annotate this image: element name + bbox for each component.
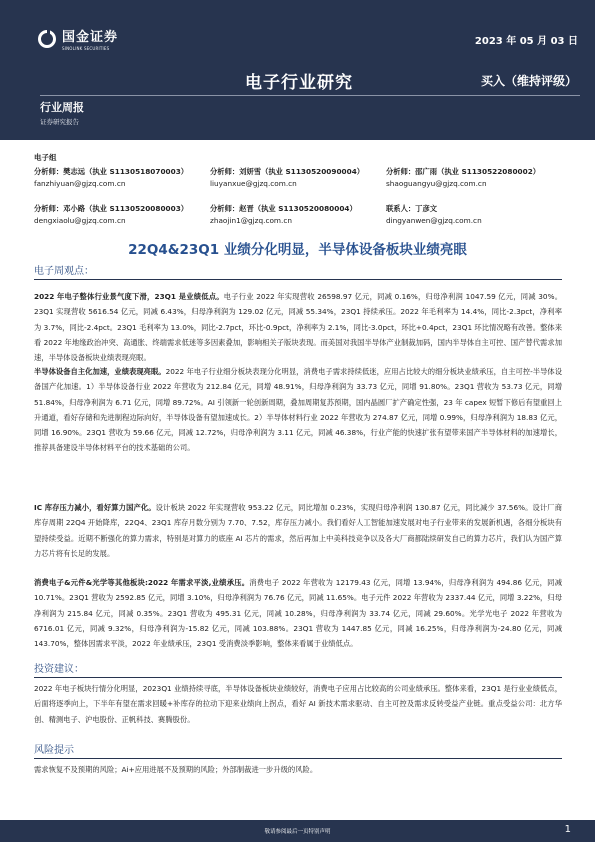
logo-english: SINOLINK SECURITIES [62, 46, 110, 51]
analyst-name: 分析师：邵广雨（执业 S1130522080002） [386, 167, 541, 176]
paragraph-ic-design [34, 500, 562, 561]
group-label: 电子组 [34, 153, 57, 162]
paragraph-body: 2022 年电子行业细分板块表现分化明显，消费电子需求持续低迷，应用占比较大的细分板块业绩承压，自主可控-半导体设备国产化加速。1）半导体设备行业 2022 年营收为 212.84 亿元，同增 48.91%，归母净利润为 33.73 亿元，同增 91.80%。23Q1 营收为 53.73 亿元，同增 51.84%，归母净利润为 6.71 亿元，同增 89.72%。AI 引领新一轮创新周期，叠加周期复苏预期，国内晶圆厂扩产确定性强，23 年 capex 短暂下修后有望重回上升通道，看好存储和先进制程边际向好，半导体设备有望加速成长。2）半导体材料行业 2022 年营收为 274.87 亿元，同增 0.99%，归母净利润为 18.83 亿元，同增 16.90%。23Q1 营收为 59.66 亿元，同减 12.72%，归母净利润为 3.11 亿元，同减 46.38%，行业产能的快速扩张有望带来国产半导体材料的加速增长，推荐具备建设半导体材料平台的技术基础的公司。 [34, 367, 563, 453]
logo-name: 国金证券 [62, 30, 119, 45]
section-divider [34, 279, 562, 280]
section-heading-risk: 风险提示 [34, 745, 74, 756]
analyst-email[interactable]: dengxiaolu@gjzq.com.cn [34, 216, 126, 225]
paragraph-lead: IC 库存压力减小，看好算力国产化。 [34, 503, 156, 512]
company-logo [38, 26, 118, 51]
contact-name: 联系人：丁彦文 [386, 204, 438, 213]
paragraph-lead: 消费电子&元件&光学等其他板块:2022 年需求平淡,业绩承压。 [34, 578, 250, 587]
section-divider [34, 677, 562, 678]
paragraph-body: 消费电子 2022 年营收为 12179.43 亿元，同增 13.94%，归母净利润为 494.86 亿元，同减 10.71%。23Q1 营收为 2592.85 亿元，同增 3.10%，归母净利润为 76.76 亿元，同减 11.65%。电子元件 2022 年营收为 2337.44 亿元，同增 3.22%，归母净利润为 215.84 亿元，同减 0.35%。23Q1 营收为 495.31 亿元，同减 10.28%，归母净利润为 33.74 亿元，同减 29.60%。光学光电子 2022 年营收为 6716.01 亿元，同减 9.32%，归母净利润为-15.82 亿元，同减 103.88%。23Q1 营收为 1447.85 亿元，同减 16.25%，归母净利润为-24.80 亿元，同减 143.70%，整体因需求平淡，2022 年业绩承压，23Q1 受消费淡季影响，整体来看属于业绩低点。 [34, 578, 563, 649]
page-footer [0, 820, 595, 842]
paragraph-industry-overview [34, 289, 562, 365]
paragraph-semi-equipment [34, 364, 562, 456]
report-type: 行业周报 [40, 101, 84, 114]
section-heading-weekly: 电子周观点： [34, 266, 94, 277]
analyst-name: 分析师：刘妍雪（执业 S1130520090004） [210, 167, 365, 176]
paragraph-body: 设计板块 2022 年实现营收 953.22 亿元，同比增加 0.23%，实现归母净利润 130.87 亿元，同比减少 37.56%。设计厂商库存周期 22Q4 开始降库，22Q4、23Q1 库存月数分别为 7.70、7.52，库存压力减小。我们看好人工智能加速发展对电子行业带来的发展新机遇，各细分板块有望持续受益。近期不断强化的算力需求，特别是对算力的底座 AI 芯片的需求，然后再加上中美科技竞争以及各大厂商都陆续研发自己的算力芯片，我们认为国产算力芯片将有长足的发展。 [34, 503, 562, 558]
analyst-name: 分析师：邓小路（执业 S1130520080003） [34, 204, 189, 213]
analyst-block [34, 152, 574, 240]
page-number: 1 [564, 824, 571, 835]
rating-badge: 买入（维持评级） [480, 74, 577, 88]
paragraph-lead: 半导体设备自主化加速，业绩表现亮眼。 [34, 367, 166, 376]
paragraph-lead: 2022 年电子整体行业景气度下滑，23Q1 是业绩低点。 [34, 292, 224, 301]
header-divider [40, 95, 580, 96]
logo-emblem-icon [38, 30, 56, 48]
report-header [0, 0, 595, 140]
report-subtype: 证券研究报告 [40, 118, 79, 126]
paragraph-consumer-electronics [34, 575, 562, 651]
analyst-card [386, 166, 562, 190]
report-date: 2023 年 05 月 03 日 [474, 36, 578, 47]
analyst-card [34, 203, 210, 227]
footer-disclaimer[interactable]: 敬请参阅最后一页特别声明 [264, 829, 331, 835]
paragraph-risk: 需求恢复不及预期的风险；Ai+应用进展不及预期的风险；外部制裁进一步升级的风险。 [34, 765, 318, 774]
analyst-email[interactable]: fanzhiyuan@gjzq.com.cn [34, 179, 126, 188]
analyst-row [34, 166, 574, 190]
paragraph-body: 电子行业 2022 年实现营收 26598.97 亿元，同减 0.16%，归母净利润 1047.59 亿元，同减 30%。23Q1 实现营收 5616.54 亿元，同减 6.43%，归母净利润为 129.02 亿元，同减 55.34%，23Q1 持续承压。2022 年毛利率为 14.4%，同比-2.3pct，净利率为 3.7%，同比-2.4pct。23Q1 毛利率为 13.0%，同比-2.7pct，环比-0.9pct，净利率为 2.1%，同比-3.0pct，环比+0.4pct，23Q1 环比情况略有改善。整体来看 2022 年地缘政治冲突、高通胀、终端需求低迷等多因素叠加，影响相关子版块表现。而美国对我国半导体产业制裁加码，国内半导体自主可控、国产替代需求加速，半导体设备板块业绩表现亮眼。 [34, 292, 562, 363]
section-divider [34, 758, 562, 759]
analyst-email[interactable]: liuyanxue@gjzq.com.cn [210, 179, 297, 188]
analyst-card [34, 166, 210, 190]
analyst-card [386, 203, 562, 227]
report-title: 22Q4&23Q1 业绩分化明显，半导体设备板块业绩亮眼 [128, 242, 467, 258]
analyst-row [34, 203, 574, 227]
analyst-name: 分析师：赵晋（执业 S1130520080004） [210, 204, 357, 213]
analyst-card [210, 166, 386, 190]
analyst-email[interactable]: zhaojin1@gjzq.com.cn [210, 216, 292, 225]
analyst-email[interactable]: shaoguangyu@gjzq.com.cn [386, 179, 487, 188]
analyst-card [210, 203, 386, 227]
industry-title: 电子行业研究 [245, 73, 353, 93]
paragraph-investment-advice: 2022 年电子板块行情分化明显，2023Q1 业绩持续寻底，半导体设备板块业绩较好，消费电子应用占比较高的公司业绩承压。整体来看，23Q1 是行业业绩低点，后面将逐季向上，下半年有望在需求回暖+补库存的拉动下迎来业绩向上拐点，看好 AI 新技术需求驱动、自主可控及需求反转受益产业链。重点受益公司：北方华创、精测电子、沪电股份、正帆科技、赛腾股份。 [34, 684, 562, 724]
section-heading-invest: 投资建议： [34, 664, 84, 675]
contact-email[interactable]: dingyanwen@gjzq.com.cn [386, 216, 482, 225]
analyst-name: 分析师：樊志远（执业 S1130518070003） [34, 167, 189, 176]
